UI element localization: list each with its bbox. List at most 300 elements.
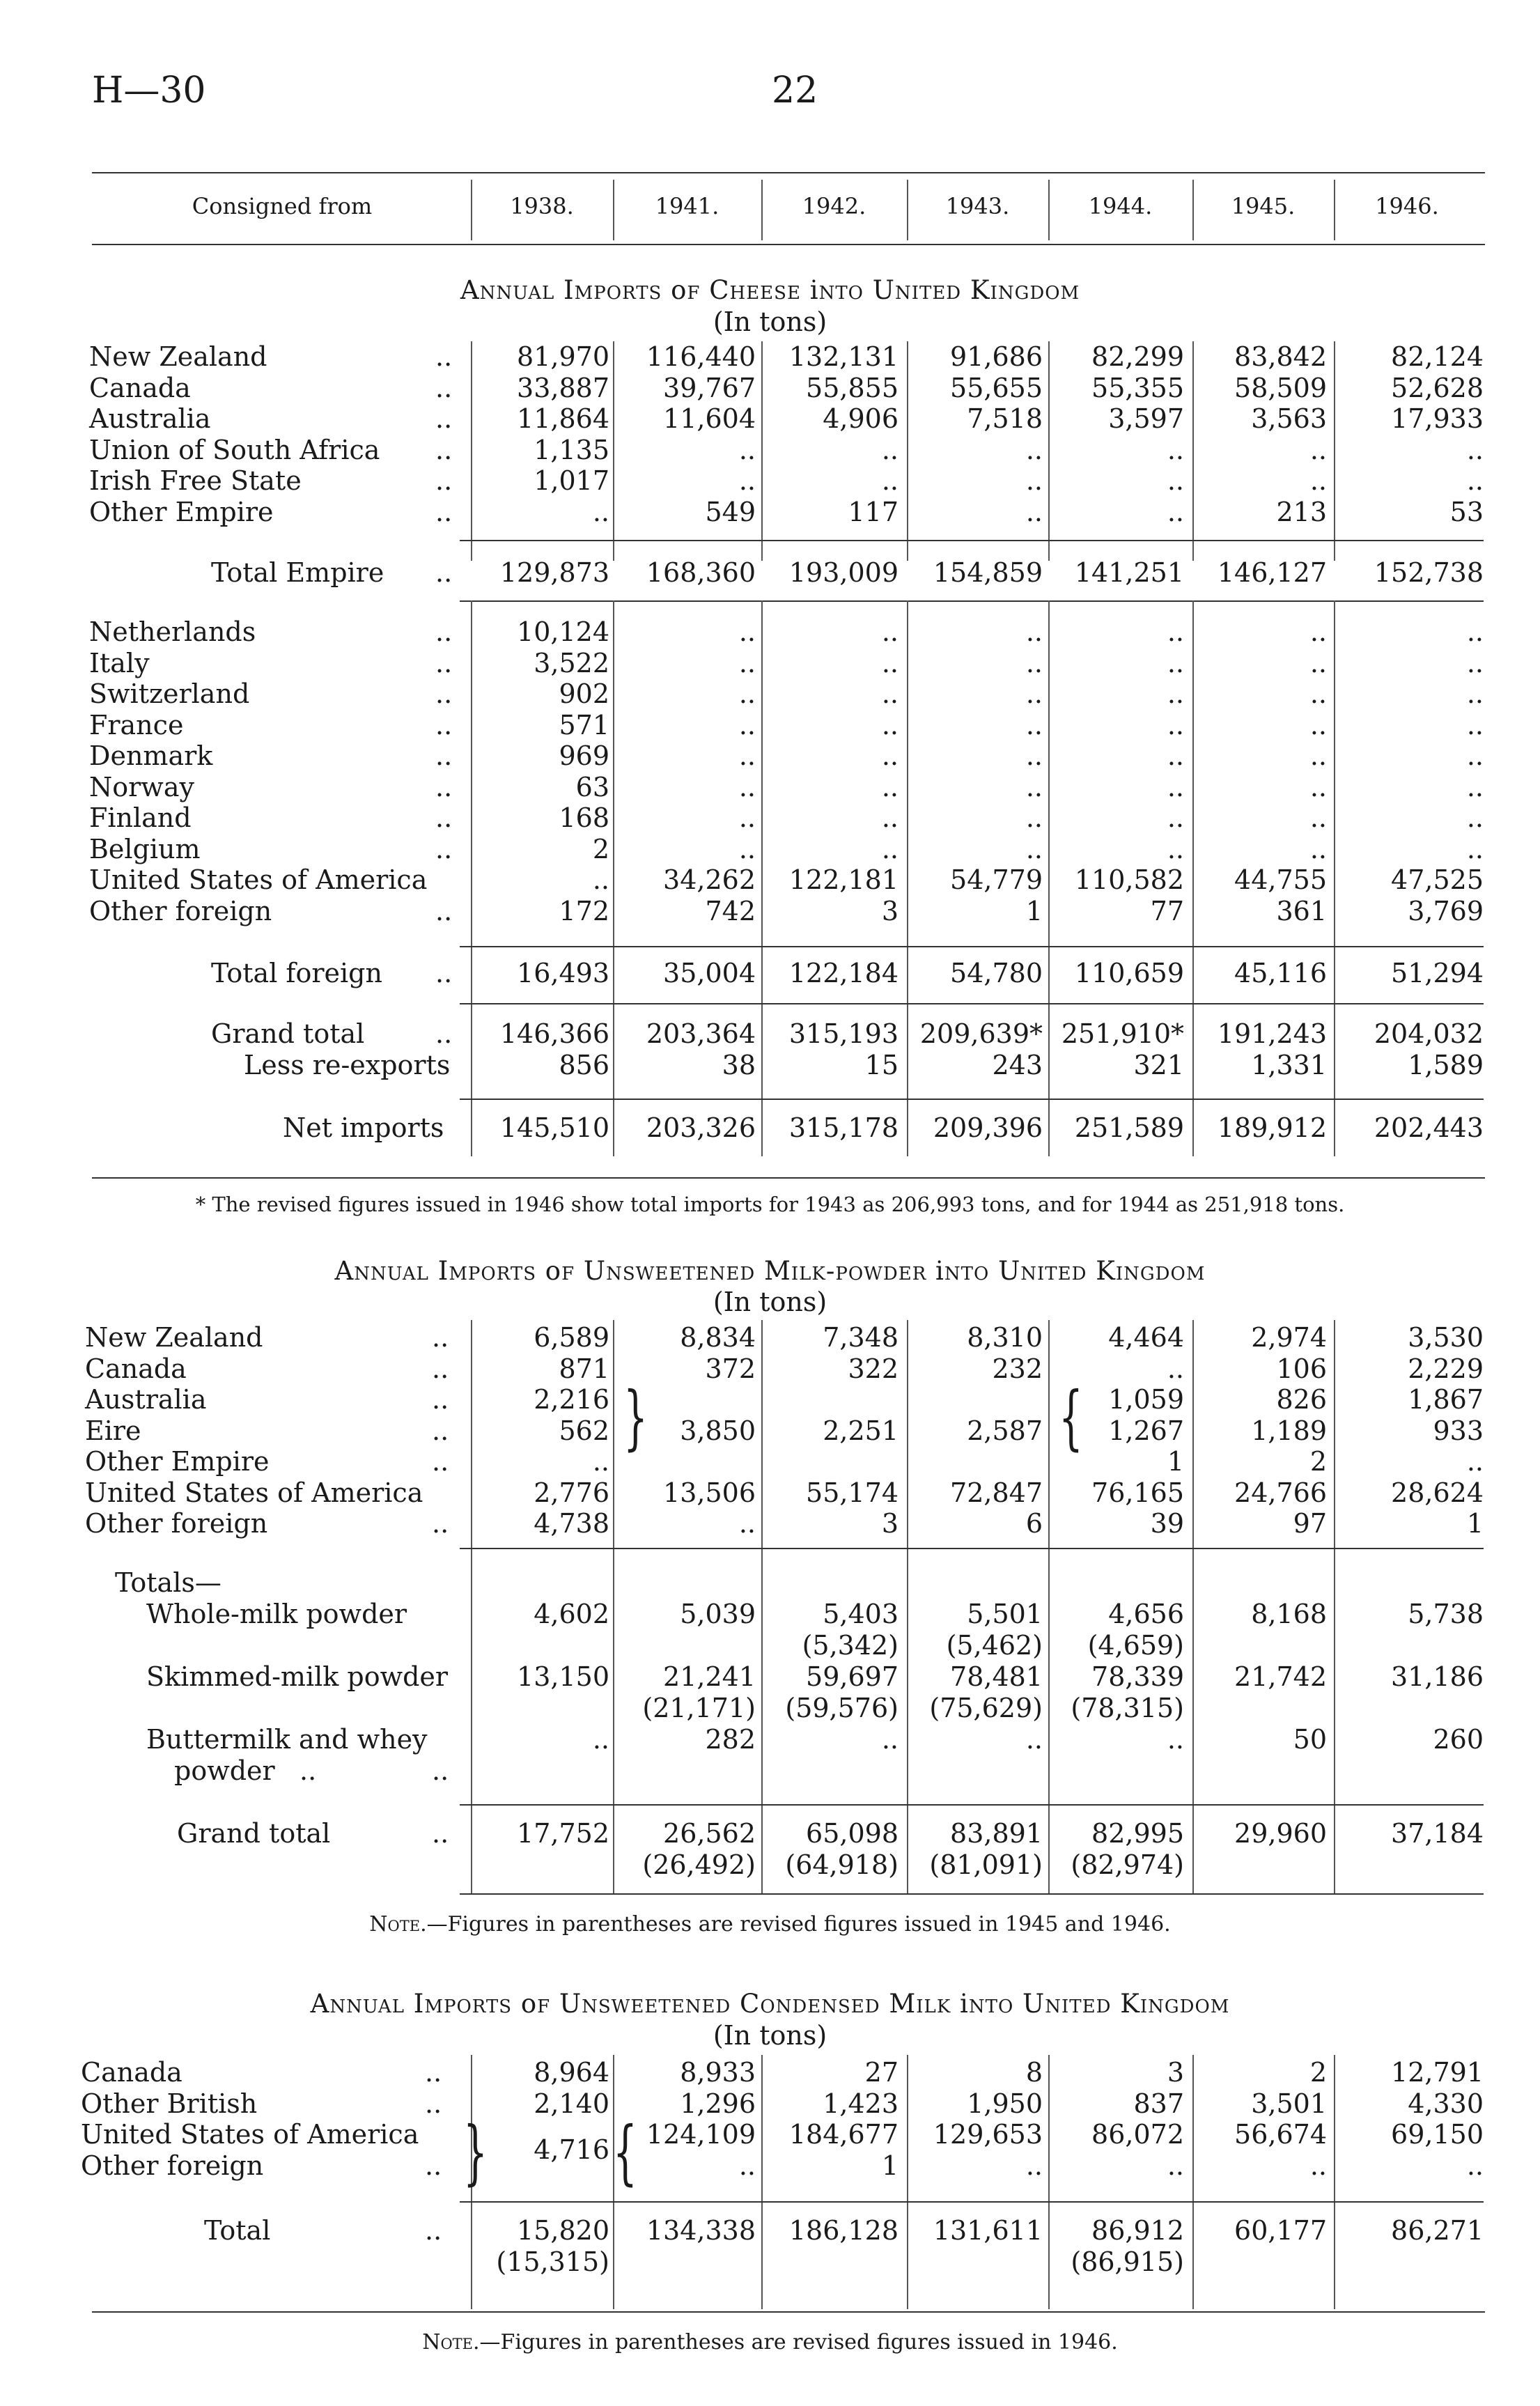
leader-dots: .. xyxy=(435,709,453,740)
cheese-cell: .. xyxy=(881,616,899,647)
cheese-cell: 15 xyxy=(864,1050,899,1080)
milk-cell: 2,251 xyxy=(823,1415,899,1446)
condensed-cell: 184,677 xyxy=(788,2119,899,2150)
cheese-cell: .. xyxy=(1025,647,1043,678)
table-rule xyxy=(460,946,1484,947)
cheese-cell: 55,355 xyxy=(1091,372,1184,403)
table-rule xyxy=(460,1003,1484,1004)
milk-cell: 6 xyxy=(1025,1508,1043,1539)
milk-row-label: Canada xyxy=(85,1353,187,1384)
cheese-cell: .. xyxy=(1309,802,1327,833)
cheese-cell: 83,842 xyxy=(1234,341,1327,372)
milk-powder-note xyxy=(0,1912,1540,1937)
cheese-row-label: France xyxy=(89,709,184,740)
milk-cell: 2,776 xyxy=(534,1477,609,1508)
milk-row-label: Eire xyxy=(85,1415,141,1446)
cheese-cell: .. xyxy=(1309,465,1327,496)
milk-row-label: Other foreign xyxy=(85,1508,268,1539)
cheese-cell: .. xyxy=(881,771,899,802)
milk-total-cell: 65,098 xyxy=(806,1818,899,1849)
table-rule xyxy=(460,1548,1484,1549)
cheese-total-cell: 129,873 xyxy=(499,557,609,588)
leader-dots: .. xyxy=(435,465,453,496)
cheese-total-cell: 203,364 xyxy=(646,1018,756,1049)
header-divider-0 xyxy=(471,180,472,240)
cheese-cell: .. xyxy=(1309,678,1327,709)
leader-dots: .. xyxy=(435,616,453,647)
cheese-cell: 38 xyxy=(722,1050,756,1080)
cheese-cell: 33,887 xyxy=(517,372,609,403)
cheese-cell: 3,769 xyxy=(1408,895,1484,926)
condensed-cell: 837 xyxy=(1133,2088,1184,2119)
brace-1941: { xyxy=(613,2111,637,2193)
cheese-cell: 213 xyxy=(1276,496,1327,527)
cheese-total-cell: 204,032 xyxy=(1374,1018,1484,1049)
cheese-row-label: Union of South Africa xyxy=(89,434,380,465)
leader-dots: .. xyxy=(432,1322,449,1353)
cheese-total-cell: 154,859 xyxy=(933,557,1043,588)
cheese-cell: 58,509 xyxy=(1234,372,1327,403)
milk-cell: 76,165 xyxy=(1091,1477,1184,1508)
cheese-row-label: Belgium xyxy=(89,833,201,864)
cheese-cell: .. xyxy=(1466,771,1484,802)
condensed-cell: 69,150 xyxy=(1391,2119,1484,2150)
leader-dots: .. xyxy=(435,740,453,771)
milk-totals-heading: Totals— xyxy=(115,1567,221,1598)
condensed-cell: 8 xyxy=(1025,2057,1043,2088)
milk-cell: .. xyxy=(1025,1724,1043,1755)
cheese-cell: .. xyxy=(881,802,899,833)
cheese-cell: .. xyxy=(1025,833,1043,864)
milk-cell: 1,189 xyxy=(1251,1415,1327,1446)
milk-cell: 2 xyxy=(1309,1446,1327,1477)
milk-cell: 31,186 xyxy=(1391,1661,1484,1692)
cheese-cell: .. xyxy=(592,496,609,527)
milk-cell: 21,742 xyxy=(1234,1661,1327,1692)
milk-revised-cell: (4,659) xyxy=(1087,1630,1184,1661)
milk-powder-table-title: Annual Imports of Unsweetened Milk-powder into United Kingdom xyxy=(334,1256,1206,1286)
milk-cell: 7,348 xyxy=(823,1322,899,1353)
leader-dots: .. xyxy=(435,434,453,465)
milk-cell: 78,481 xyxy=(950,1661,1043,1692)
condensed-cell: 1,423 xyxy=(823,2088,899,2119)
cheese-cell: .. xyxy=(1167,496,1184,527)
cheese-cell: 361 xyxy=(1276,895,1327,926)
cheese-total-cell: 202,443 xyxy=(1374,1112,1484,1143)
cheese-cell: .. xyxy=(881,678,899,709)
cheese-total-cell: 35,004 xyxy=(663,958,756,988)
milk-cell: 232 xyxy=(992,1353,1043,1384)
cheese-cell: 63 xyxy=(575,771,609,802)
cheese-cell: 77 xyxy=(1150,895,1184,926)
milk-cell: 50 xyxy=(1293,1724,1327,1755)
brace-1938: } xyxy=(463,2111,488,2193)
cheese-total-cell: 251,910* xyxy=(1061,1018,1184,1049)
cheese-cell: 7,518 xyxy=(967,403,1043,434)
leader-dots: .. xyxy=(435,372,453,403)
cheese-cell: .. xyxy=(881,465,899,496)
cheese-cell: 3 xyxy=(881,895,899,926)
milk-cell: 21,241 xyxy=(663,1661,756,1692)
cheese-cell: 1,017 xyxy=(534,465,609,496)
cheese-cell: .. xyxy=(1167,678,1184,709)
cheese-cell: 549 xyxy=(705,496,756,527)
cheese-cell: .. xyxy=(1466,833,1484,864)
milk-cell: 39 xyxy=(1150,1508,1184,1539)
condensed-cell: .. xyxy=(1466,2150,1484,2181)
cheese-less-reexports-label: Less re-exports xyxy=(244,1050,451,1080)
milk-total-cell: 83,891 xyxy=(950,1818,1043,1849)
cheese-cell: 17,933 xyxy=(1391,403,1484,434)
cheese-total-cell: 315,193 xyxy=(788,1018,899,1049)
header-bottom-rule xyxy=(92,244,1485,245)
milk-revised-cell: (5,462) xyxy=(946,1630,1043,1661)
cheese-cell: .. xyxy=(738,678,756,709)
cheese-row-label: Italy xyxy=(89,647,150,678)
cheese-cell: 81,970 xyxy=(517,341,609,372)
milk-revised-cell: (78,315) xyxy=(1071,1693,1184,1723)
cheese-cell: 117 xyxy=(848,496,899,527)
milk-cell: .. xyxy=(1167,1724,1184,1755)
leader-dots: .. xyxy=(432,1415,449,1446)
leader-dots: .. xyxy=(435,557,453,588)
condensed-cell: 3 xyxy=(1167,2057,1184,2088)
milk-cell: 322 xyxy=(848,1353,899,1384)
condensed-total-cell: 186,128 xyxy=(788,2215,899,2246)
condensed-note xyxy=(0,2330,1540,2354)
cheese-cell: .. xyxy=(881,709,899,740)
condensed-cell: 4,330 xyxy=(1408,2088,1484,2119)
cheese-cell: .. xyxy=(738,647,756,678)
table-rule xyxy=(460,1099,1484,1100)
milk-cell: 97 xyxy=(1293,1508,1327,1539)
column-header-year: 1944. xyxy=(1088,193,1153,219)
cheese-cell: 1 xyxy=(1025,895,1043,926)
leader-dots: .. xyxy=(435,802,453,833)
condensed-cell: 27 xyxy=(864,2057,899,2088)
milk-revised-cell: (26,492) xyxy=(642,1849,756,1880)
milk-cell: 871 xyxy=(559,1353,609,1384)
cheese-total-cell: 141,251 xyxy=(1074,557,1184,588)
milk-cell: 5,738 xyxy=(1408,1599,1484,1629)
cheese-cell: 91,686 xyxy=(950,341,1043,372)
cheese-cell: 122,181 xyxy=(788,864,899,895)
milk-revised-cell: (81,091) xyxy=(929,1849,1043,1880)
cheese-cell: 44,755 xyxy=(1234,864,1327,895)
header-divider-6 xyxy=(1334,180,1335,240)
cheese-cell: 969 xyxy=(559,740,609,771)
cheese-cell: .. xyxy=(738,740,756,771)
condensed-cell: .. xyxy=(1167,2150,1184,2181)
milk-total-cell: 37,184 xyxy=(1391,1818,1484,1849)
milk-cell: 2,974 xyxy=(1251,1322,1327,1353)
cheese-table-title: Annual Imports of Cheese into United Kingdom xyxy=(460,275,1080,305)
leader-dots: .. xyxy=(435,341,453,372)
milk-cell: 24,766 xyxy=(1234,1477,1327,1508)
milk-cell: 8,310 xyxy=(967,1322,1043,1353)
condensed-total-label: Total xyxy=(204,2215,271,2246)
milk-cell: 2,229 xyxy=(1408,1353,1484,1384)
milk-cell: 3,530 xyxy=(1408,1322,1484,1353)
cheese-cell: .. xyxy=(881,833,899,864)
cheese-row-label: Denmark xyxy=(89,740,213,771)
cheese-cell: 39,767 xyxy=(663,372,756,403)
cheese-cell: .. xyxy=(1309,434,1327,465)
condensed-cell: 4,716 xyxy=(534,2134,609,2165)
column-header-consigned-from: Consigned from xyxy=(192,193,373,219)
milk-cell: 4,656 xyxy=(1108,1599,1184,1629)
cheese-cell: .. xyxy=(592,864,609,895)
brace-1944: { xyxy=(1059,1376,1083,1458)
header-divider-2 xyxy=(761,180,763,240)
cheese-cell: 3,563 xyxy=(1251,403,1327,434)
milk-cell: 1,867 xyxy=(1408,1384,1484,1415)
milk-cell: 5,039 xyxy=(680,1599,756,1629)
milk-row-label: New Zealand xyxy=(85,1322,263,1353)
cheese-total-cell: 152,738 xyxy=(1374,557,1484,588)
milk-cell: 5,501 xyxy=(967,1599,1043,1629)
note-label: Note. xyxy=(422,2330,480,2354)
milk-revised-cell: (59,576) xyxy=(785,1693,899,1723)
milk-cell: 13,150 xyxy=(517,1661,609,1692)
milk-cell: 1 xyxy=(1167,1446,1184,1477)
cheese-row-label: Netherlands xyxy=(89,616,256,647)
cheese-cell: 3,522 xyxy=(534,647,609,678)
milk-cell: 260 xyxy=(1433,1724,1484,1755)
condensed-cell: 129,653 xyxy=(933,2119,1043,2150)
header-divider-3 xyxy=(907,180,908,240)
cheese-table-unit: (In tons) xyxy=(713,306,827,337)
milk-revised-cell: (82,974) xyxy=(1071,1849,1184,1880)
cheese-cell: 1,135 xyxy=(534,434,609,465)
page-number: 22 xyxy=(772,70,818,111)
cheese-cell: .. xyxy=(738,616,756,647)
cheese-cell: .. xyxy=(1025,434,1043,465)
table-rule xyxy=(460,2201,1484,2203)
leader-dots: .. xyxy=(432,1508,449,1539)
cheese-total-cell: 146,366 xyxy=(499,1018,609,1049)
condensed-cell: 56,674 xyxy=(1234,2119,1327,2150)
milk-cell: 372 xyxy=(705,1353,756,1384)
milk-cell: 1 xyxy=(1466,1508,1484,1539)
header-top-rule xyxy=(92,172,1485,173)
milk-cell: 6,589 xyxy=(534,1322,609,1353)
cheese-cell: .. xyxy=(1466,647,1484,678)
cheese-cell: 110,582 xyxy=(1074,864,1184,895)
column-header-year: 1941. xyxy=(655,193,720,219)
condensed-cell: 1,950 xyxy=(967,2088,1043,2119)
cheese-cell: .. xyxy=(1167,465,1184,496)
leader-dots: .. xyxy=(425,2150,442,2181)
condensed-cell: .. xyxy=(1025,2150,1043,2181)
header-divider-1 xyxy=(613,180,614,240)
condensed-total-cell: 60,177 xyxy=(1234,2215,1327,2246)
cheese-cell: 4,906 xyxy=(823,403,899,434)
cheese-cell: .. xyxy=(1466,802,1484,833)
cheese-cell: .. xyxy=(1309,771,1327,802)
cheese-cell: 52,628 xyxy=(1391,372,1484,403)
condensed-cell: .. xyxy=(738,2150,756,2181)
cheese-cell: 82,124 xyxy=(1391,341,1484,372)
column-header-year: 1946. xyxy=(1375,193,1439,219)
cheese-cell: .. xyxy=(1167,833,1184,864)
milk-row-label: Australia xyxy=(85,1384,207,1415)
leader-dots: .. xyxy=(435,895,453,926)
header-divider-4 xyxy=(1048,180,1050,240)
condensed-cell: 8,964 xyxy=(534,2057,609,2088)
cheese-cell: .. xyxy=(1025,771,1043,802)
cheese-cell: .. xyxy=(738,465,756,496)
leader-dots: .. xyxy=(435,833,453,864)
cheese-cell: 54,779 xyxy=(950,864,1043,895)
milk-buttermilk-label: Buttermilk and whey xyxy=(146,1724,428,1755)
cheese-total-foreign-label: Total foreign xyxy=(211,958,382,988)
condensed-revised-cell: (86,915) xyxy=(1071,2246,1184,2277)
condensed-total-cell: 15,820 xyxy=(517,2215,609,2246)
cheese-total-cell: 193,009 xyxy=(788,557,899,588)
cheese-cell: .. xyxy=(1025,616,1043,647)
cheese-cell: .. xyxy=(738,709,756,740)
cheese-cell: 34,262 xyxy=(663,864,756,895)
leader-dots: .. xyxy=(432,1818,449,1849)
brace-1941: } xyxy=(623,1376,648,1458)
cheese-footnote: * The revised figures issued in 1946 show total imports for 1943 as 206,993 tons, and for 1944 as 251,918 tons. xyxy=(195,1193,1345,1216)
condensed-total-cell: 86,912 xyxy=(1091,2215,1184,2246)
cheese-total-empire-label: Total Empire xyxy=(211,557,384,588)
cheese-cell: .. xyxy=(1025,709,1043,740)
condensed-cell: 124,109 xyxy=(646,2119,756,2150)
milk-cell: 28,624 xyxy=(1391,1477,1484,1508)
milk-total-cell: 29,960 xyxy=(1234,1818,1327,1849)
cheese-row-label: Other Empire xyxy=(89,496,274,527)
leader-dots: .. xyxy=(435,647,453,678)
milk-cell: 933 xyxy=(1433,1415,1484,1446)
cheese-row-label: Canada xyxy=(89,372,191,403)
cheese-total-cell: 209,639* xyxy=(919,1018,1043,1049)
cheese-cell: 571 xyxy=(559,709,609,740)
table-rule xyxy=(460,1804,1484,1806)
milk-cell: 8,168 xyxy=(1251,1599,1327,1629)
milk-buttermilk-label-2: powder xyxy=(174,1755,275,1786)
condensed-cell: 86,072 xyxy=(1091,2119,1184,2150)
header-divider-5 xyxy=(1192,180,1194,240)
cheese-cell: .. xyxy=(1466,709,1484,740)
milk-revised-cell: (75,629) xyxy=(929,1693,1043,1723)
condensed-cell: 2 xyxy=(1309,2057,1327,2088)
cheese-cell: .. xyxy=(1167,434,1184,465)
cheese-cell: .. xyxy=(1466,465,1484,496)
leader-dots: .. xyxy=(432,1755,449,1786)
milk-total-cell: 26,562 xyxy=(663,1818,756,1849)
note-label: Note. xyxy=(369,1912,427,1937)
leader-dots: .. xyxy=(425,2215,442,2246)
milk-revised-cell: (21,171) xyxy=(642,1693,756,1723)
leader-dots: .. xyxy=(432,1353,449,1384)
milk-cell: .. xyxy=(738,1508,756,1539)
milk-cell: .. xyxy=(881,1724,899,1755)
cheese-total-cell: 110,659 xyxy=(1074,958,1184,988)
cheese-cell: 11,604 xyxy=(663,403,756,434)
milk-row-label: United States of America xyxy=(85,1477,423,1508)
condensed-cell: 2,140 xyxy=(534,2088,609,2119)
cheese-cell: .. xyxy=(1167,802,1184,833)
milk-cell: 3 xyxy=(881,1508,899,1539)
cheese-cell: 55,855 xyxy=(806,372,899,403)
cheese-total-cell: 315,178 xyxy=(788,1112,899,1143)
cheese-cell: .. xyxy=(1309,647,1327,678)
cheese-total-cell: 168,360 xyxy=(646,557,756,588)
cheese-total-cell: 191,243 xyxy=(1217,1018,1327,1049)
leader-dots: .. xyxy=(432,1384,449,1415)
milk-revised-cell: (64,918) xyxy=(785,1849,899,1880)
milk-cell: 2,587 xyxy=(967,1415,1043,1446)
cheese-cell: 3,597 xyxy=(1108,403,1184,434)
cheese-cell: 742 xyxy=(705,895,756,926)
note-text: —Figures in parentheses are revised figures issued in 1946. xyxy=(479,2330,1118,2354)
cheese-row-label: New Zealand xyxy=(89,341,267,372)
milk-cell: 3,850 xyxy=(680,1415,756,1446)
leader-dots: .. xyxy=(435,1018,453,1049)
milk-cell: 282 xyxy=(705,1724,756,1755)
condensed-row-label: Canada xyxy=(81,2057,182,2088)
cheese-cell: .. xyxy=(738,434,756,465)
cheese-row-label: United States of America xyxy=(89,864,428,895)
cheese-total-cell: 209,396 xyxy=(933,1112,1043,1143)
condensed-total-cell: 86,271 xyxy=(1391,2215,1484,2246)
table-rule xyxy=(92,2311,1485,2313)
milk-cell: 8,834 xyxy=(680,1322,756,1353)
cheese-cell: .. xyxy=(1466,678,1484,709)
milk-row-label: Other Empire xyxy=(85,1446,270,1477)
cheese-cell: 321 xyxy=(1133,1050,1184,1080)
cheese-cell: 856 xyxy=(559,1050,609,1080)
condensed-milk-table-unit: (In tons) xyxy=(713,2020,827,2051)
table-rule xyxy=(460,540,1484,541)
cheese-cell: .. xyxy=(1466,616,1484,647)
milk-cell: 106 xyxy=(1276,1353,1327,1384)
milk-cell: 59,697 xyxy=(806,1661,899,1692)
milk-skimmed-label: Skimmed-milk powder xyxy=(146,1661,449,1692)
cheese-total-cell: 251,589 xyxy=(1074,1112,1184,1143)
condensed-total-cell: 131,611 xyxy=(933,2215,1043,2246)
milk-cell: .. xyxy=(592,1446,609,1477)
leader-dots: .. xyxy=(435,403,453,434)
cheese-cell: .. xyxy=(1167,771,1184,802)
cheese-cell: .. xyxy=(1025,496,1043,527)
milk-cell: 55,174 xyxy=(806,1477,899,1508)
milk-cell: 4,464 xyxy=(1108,1322,1184,1353)
condensed-milk-table-title: Annual Imports of Unsweetened Condensed Milk into United Kingdom xyxy=(310,1989,1230,2019)
leader-dots: .. xyxy=(435,771,453,802)
cheese-total-cell: 16,493 xyxy=(517,958,609,988)
condensed-cell: 12,791 xyxy=(1391,2057,1484,2088)
cheese-cell: 82,299 xyxy=(1091,341,1184,372)
leader-dots: .. xyxy=(435,958,453,988)
leader-dots: .. xyxy=(425,2057,442,2088)
cheese-cell: 172 xyxy=(559,895,609,926)
cheese-cell: .. xyxy=(1466,740,1484,771)
condensed-row-label: Other foreign xyxy=(81,2150,264,2181)
column-header-year: 1945. xyxy=(1231,193,1296,219)
cheese-total-cell: 146,127 xyxy=(1217,557,1327,588)
cheese-cell: .. xyxy=(1309,709,1327,740)
cheese-cell: 1,589 xyxy=(1408,1050,1484,1080)
cheese-cell: 243 xyxy=(992,1050,1043,1080)
cheese-row-label: Norway xyxy=(89,771,194,802)
column-header-year: 1942. xyxy=(802,193,866,219)
cheese-cell: .. xyxy=(1025,465,1043,496)
cheese-total-cell: 203,326 xyxy=(646,1112,756,1143)
